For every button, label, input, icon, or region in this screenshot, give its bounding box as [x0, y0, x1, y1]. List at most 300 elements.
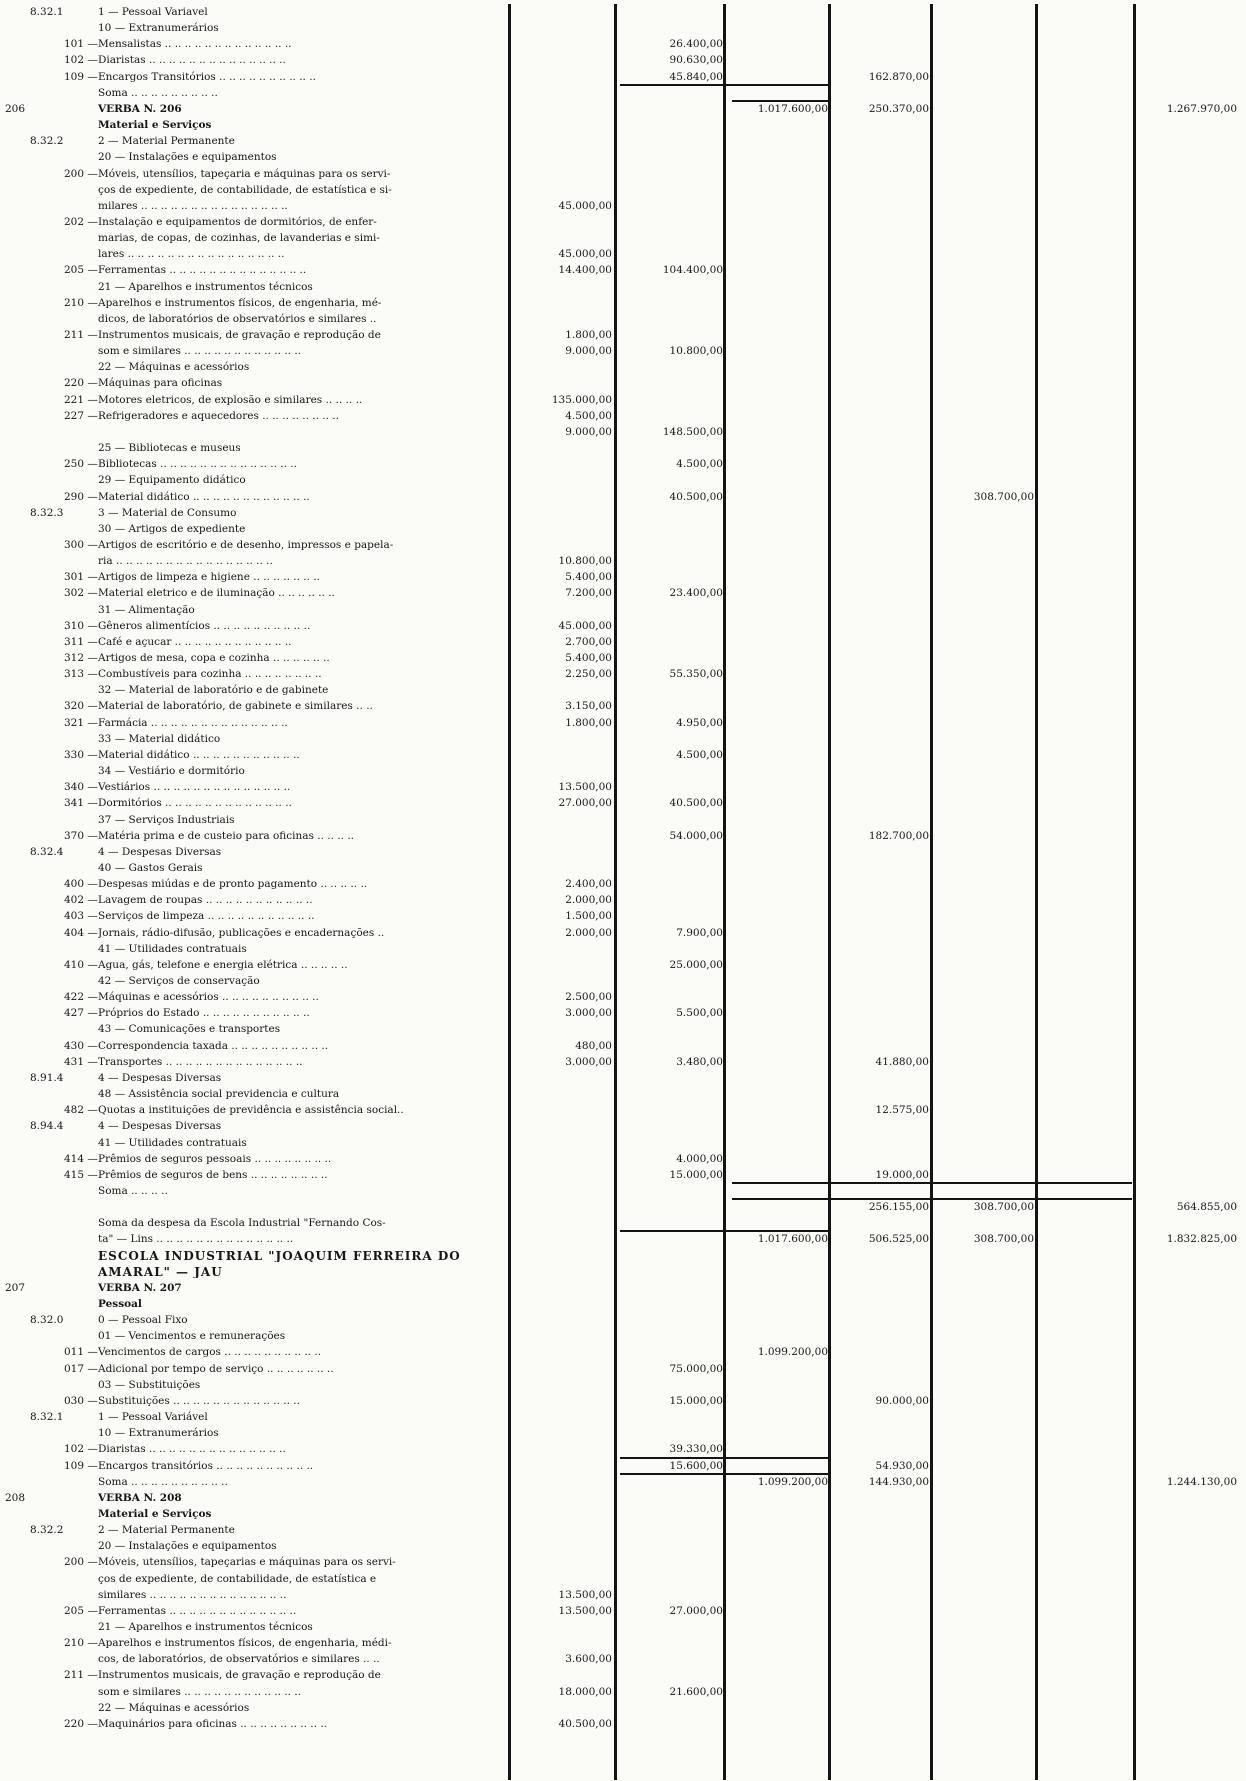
item-code: 403 — [64, 910, 98, 923]
item-description: Refrigeradores e aquecedores .. .. .. .. .. .. .. .. [98, 409, 339, 422]
item-description: 21 — Aparelhos e instrumentos técnicos [98, 1621, 313, 1633]
item-description: 42 — Serviços de conservação [98, 975, 260, 987]
item-description: Próprios do Estado .. .. .. .. .. .. .. .. .. .. .. [98, 1007, 310, 1020]
item-description: lares .. .. .. .. .. .. .. .. .. .. .. .. .. .. .. .. [98, 248, 285, 261]
item-description: 20 — Instalações e equipamentos [98, 151, 277, 164]
table-row [0, 426, 1246, 438]
item-description: Bibliotecas .. .. .. .. .. .. .. .. .. .. .. .. .. .. [98, 458, 297, 471]
table-row [0, 1137, 1246, 1149]
amount-col-1: 3.000,00 [565, 1055, 612, 1068]
item-description: Material de laboratório, de gabinete e similares .. .. [98, 700, 373, 713]
item-description: Farmácia .. .. .. .. .. .. .. .. .. .. .. .. .. .. [98, 716, 288, 729]
table-row [0, 281, 1246, 293]
item-description: 29 — Equipamento didático [98, 474, 246, 487]
amount-col-2: 55.350,00 [669, 668, 723, 681]
item-description: cos, de laboratórios, de observatórios e similares .. .. [98, 1653, 380, 1666]
item-description: Instrumentos musicais, de gravação e reprodução de [98, 1669, 381, 1682]
item-description: milares .. .. .. .. .. .. .. .. .. .. .. .. .. .. .. [98, 199, 288, 212]
amount-col-2: 39.330,00 [669, 1443, 723, 1456]
amount-col-6: 1.244.130,00 [1166, 1475, 1237, 1488]
table-row [0, 1120, 1246, 1132]
table-row [0, 1007, 1246, 1019]
amount-col-1: 135.000,00 [551, 393, 612, 406]
item-description: Material eletrico e de iluminação .. .. .. .. .. .. [98, 587, 335, 600]
table-row [0, 22, 1246, 34]
amount-col-1: 480,00 [575, 1039, 612, 1052]
table-row [0, 1153, 1246, 1165]
item-description: Aparelhos e instrumentos físicos, de engenharia, mé- [98, 296, 382, 309]
table-row [0, 1233, 1246, 1245]
table-row [0, 975, 1246, 987]
amount-col-1: 2.000,00 [565, 894, 612, 907]
table-row [0, 1605, 1246, 1617]
item-code: 313 — [64, 668, 98, 681]
item-code: 200 — [64, 167, 98, 180]
item-description: VERBA N. 208 [98, 1491, 182, 1504]
item-code: 402 — [64, 894, 98, 907]
table-row [0, 200, 1246, 212]
item-description: VERBA N. 207 [98, 1281, 182, 1294]
item-description: Soma da despesa da Escola Industrial "Fernando Cos- [98, 1217, 386, 1230]
item-code: 200 — [64, 1556, 98, 1569]
item-description: Quotas a instituições de previdência e assistência social.. [98, 1104, 404, 1117]
item-description: marias, de copas, de cozinhas, de lavanderias e simi- [98, 232, 380, 245]
item-description: ria .. .. .. .. .. .. .. .. .. .. .. .. .. .. .. .. [98, 555, 273, 568]
table-row [0, 846, 1246, 858]
amount-col-2: 5.500,00 [676, 1007, 723, 1020]
amount-col-2: 4.000,00 [676, 1152, 723, 1165]
table-row [0, 103, 1246, 115]
table-row [0, 797, 1246, 809]
amount-col-1: 2.000,00 [565, 926, 612, 939]
table-row [0, 119, 1246, 131]
verba-number: 208 [5, 1491, 26, 1504]
amount-col-1: 4.500,00 [565, 409, 612, 422]
amount-col-2: 75.000,00 [669, 1362, 723, 1375]
item-description: Máquinas e acessórios .. .. .. .. .. .. .. .. .. .. [98, 991, 319, 1004]
item-code: 330 — [64, 748, 98, 761]
item-description: 40 — Gastos Gerais [98, 861, 203, 874]
amount-col-1: 27.000,00 [558, 797, 612, 810]
amount-col-1: 18.000,00 [558, 1685, 612, 1698]
table-row [0, 1266, 1246, 1278]
item-code: 341 — [64, 797, 98, 810]
item-description: 4 — Despesas Diversas [98, 845, 222, 858]
amount-col-1: 2.500,00 [565, 991, 612, 1004]
item-code: 400 — [64, 878, 98, 891]
item-description: Mensalistas .. .. .. .. .. .. .. .. .. .. .. .. .. [98, 38, 292, 51]
item-code: 210 — [64, 1637, 98, 1650]
amount-col-2: 3.480,00 [676, 1055, 723, 1068]
item-description: Artigos de limpeza e higiene .. .. .. .. .. .. .. [98, 571, 320, 584]
table-row [0, 1427, 1246, 1439]
table-row [0, 1346, 1246, 1358]
table-row [0, 1686, 1246, 1698]
amount-col-5: 308.700,00 [973, 1233, 1034, 1246]
item-code: 415 — [64, 1168, 98, 1181]
table-row [0, 523, 1246, 535]
item-description: Ferramentas .. .. .. .. .. .. .. .. .. .. .. .. .. [98, 1604, 297, 1617]
item-code: 109 — [64, 1459, 98, 1472]
item-code: 340 — [64, 781, 98, 794]
amount-col-1: 2.700,00 [565, 635, 612, 648]
item-description: 33 — Material didático [98, 732, 221, 745]
table-row [0, 1540, 1246, 1552]
table-row [0, 297, 1246, 309]
table-row [0, 878, 1246, 890]
amount-col-4: 162.870,00 [868, 70, 929, 83]
item-description: Material e Serviços [98, 1507, 212, 1520]
item-code: 102 — [64, 1443, 98, 1456]
item-code: 482 — [64, 1104, 98, 1117]
section-code: 8.91.4 [30, 1071, 64, 1084]
table-row [0, 329, 1246, 341]
section-code: 8.32.0 [30, 1314, 64, 1327]
item-description: Correspondencia taxada .. .. .. .. .. .. .. .. .. .. [98, 1039, 329, 1052]
amount-col-1: 3.600,00 [565, 1653, 612, 1666]
table-row [0, 700, 1246, 712]
item-description: Dormitórios .. .. .. .. .. .. .. .. .. .. .. .. .. [98, 797, 292, 810]
item-description: ços de expediente, de contabilidade, de estatística e si- [98, 183, 392, 196]
table-row [0, 604, 1246, 616]
item-description: dicos, de laboratórios de observatórios e similares .. [98, 312, 377, 325]
amount-col-1: 1.500,00 [565, 910, 612, 923]
table-row [0, 927, 1246, 939]
amount-col-4: 12.575,00 [875, 1104, 929, 1117]
total-rule [732, 100, 828, 102]
amount-col-1: 40.500,00 [558, 1717, 612, 1730]
item-description: 20 — Instalações e equipamentos [98, 1540, 277, 1553]
amount-col-1: 14.400,00 [558, 264, 612, 277]
item-description: Despesas miúdas e de pronto pagamento .. .. .. .. .. [98, 878, 368, 891]
item-description: Matéria prima e de custeio para oficinas .. .. .. .. [98, 829, 355, 842]
table-row [0, 1379, 1246, 1391]
table-row [0, 1201, 1246, 1213]
item-description: ta" — Lins .. .. .. .. .. .. .. .. .. .. .. .. .. .. [98, 1233, 294, 1246]
item-description: 2 — Material Permanente [98, 1524, 235, 1537]
item-code: 404 — [64, 926, 98, 939]
table-row [0, 910, 1246, 922]
table-row [0, 1023, 1246, 1035]
item-description: 0 — Pessoal Fixo [98, 1314, 188, 1327]
item-description: 22 — Máquinas e acessórios [98, 361, 250, 374]
item-description: Encargos transitórios .. .. .. .. .. .. .. .. .. .. [98, 1459, 314, 1472]
table-row [0, 781, 1246, 793]
total-rule [732, 1182, 1132, 1184]
item-description: Material e Serviços [98, 119, 212, 132]
item-description: Serviços de limpeza .. .. .. .. .. .. .. .. .. .. .. [98, 910, 315, 923]
amount-col-4: 250.370,00 [868, 102, 929, 115]
table-row [0, 668, 1246, 680]
table-row [0, 1056, 1246, 1068]
table-row [0, 1718, 1246, 1730]
item-code: 302 — [64, 587, 98, 600]
table-row [0, 717, 1246, 729]
table-row [0, 1169, 1246, 1181]
item-description: 37 — Serviços Industriais [98, 813, 235, 826]
table-row [0, 830, 1246, 842]
item-code: 011 — [64, 1346, 98, 1359]
item-code: 321 — [64, 716, 98, 729]
item-code: 422 — [64, 991, 98, 1004]
amount-col-3: 1.017.600,00 [757, 102, 828, 115]
item-description: Soma .. .. .. .. .. .. .. .. .. .. [98, 1475, 228, 1488]
item-code: 250 — [64, 458, 98, 471]
table-row [0, 1088, 1246, 1100]
item-code: 101 — [64, 38, 98, 51]
amount-col-4: 41.880,00 [875, 1055, 929, 1068]
item-description: 34 — Vestiário e dormitório [98, 765, 245, 778]
total-rule [732, 1198, 1132, 1200]
table-row [0, 814, 1246, 826]
amount-col-2: 104.400,00 [662, 264, 723, 277]
table-row [0, 765, 1246, 777]
item-code: 221 — [64, 393, 98, 406]
item-description: 41 — Utilidades contratuais [98, 1136, 247, 1149]
item-description: Prêmios de seguros pessoais .. .. .. .. .. .. .. .. [98, 1152, 332, 1165]
item-description: similares .. .. .. .. .. .. .. .. .. .. .. .. .. .. [98, 1588, 287, 1601]
item-description: Agua, gás, telefone e energia elétrica .. .. .. .. .. [98, 958, 348, 971]
item-description: 2 — Material Permanente [98, 135, 235, 148]
table-row [0, 620, 1246, 632]
table-row [0, 1314, 1246, 1326]
amount-col-1: 2.400,00 [565, 878, 612, 891]
table-row [0, 232, 1246, 244]
item-code: 220 — [64, 1717, 98, 1730]
amount-col-1: 45.000,00 [558, 199, 612, 212]
table-row [0, 571, 1246, 583]
amount-col-1: 2.250,00 [565, 668, 612, 681]
table-row [0, 1411, 1246, 1423]
table-row [0, 943, 1246, 955]
total-rule [620, 1230, 830, 1232]
amount-col-1: 3.000,00 [565, 1007, 612, 1020]
table-row [0, 1621, 1246, 1633]
table-row [0, 1395, 1246, 1407]
table-row [0, 1443, 1246, 1455]
table-row [0, 377, 1246, 389]
table-row [0, 410, 1246, 422]
item-code: 210 — [64, 296, 98, 309]
item-description: 3 — Material de Consumo [98, 506, 237, 519]
item-description: 4 — Despesas Diversas [98, 1071, 222, 1084]
item-description: Jornais, rádio-difusão, publicações e encadernações .. [98, 926, 385, 939]
item-description: ESCOLA INDUSTRIAL "JOAQUIM FERREIRA DO [98, 1249, 461, 1262]
item-description: Transportes .. .. .. .. .. .. .. .. .. .. .. .. .. .. [98, 1055, 303, 1068]
amount-col-5: 308.700,00 [973, 490, 1034, 503]
table-row [0, 264, 1246, 276]
item-code: 320 — [64, 700, 98, 713]
item-code: 370 — [64, 829, 98, 842]
amount-col-2: 15.000,00 [669, 1394, 723, 1407]
section-code: 8.32.2 [30, 1524, 64, 1537]
amount-col-1: 13.500,00 [558, 781, 612, 794]
amount-col-2: 10.800,00 [669, 345, 723, 358]
item-description: Adicional por tempo de serviço .. .. .. .. .. .. .. [98, 1362, 334, 1375]
amount-col-1: 1.800,00 [565, 716, 612, 729]
item-description: 48 — Assistência social previdencia e cultura [98, 1088, 340, 1101]
amount-col-1: 1.800,00 [565, 329, 612, 341]
amount-col-1: 13.500,00 [558, 1604, 612, 1617]
table-row [0, 87, 1246, 99]
amount-col-1: 45.000,00 [558, 619, 612, 632]
amount-col-4: 144.930,00 [868, 1475, 929, 1488]
table-row [0, 959, 1246, 971]
table-row [0, 1508, 1246, 1520]
amount-col-1: 3.150,00 [565, 700, 612, 713]
amount-col-4: 90.000,00 [875, 1394, 929, 1407]
amount-col-1: 9.000,00 [565, 425, 612, 438]
verba-number: 206 [5, 102, 26, 115]
item-description: Soma .. .. .. .. [98, 1184, 168, 1197]
amount-col-2: 27.000,00 [669, 1604, 723, 1617]
amount-col-1: 5.400,00 [565, 652, 612, 664]
item-description: 4 — Despesas Diversas [98, 1120, 222, 1133]
amount-col-2: 4.500,00 [676, 748, 723, 761]
amount-col-1: 7.200,00 [565, 587, 612, 600]
section-code: 8.32.1 [30, 6, 64, 18]
table-row [0, 491, 1246, 503]
table-row [0, 394, 1246, 406]
table-row [0, 507, 1246, 519]
item-description: Lavagem de roupas .. .. .. .. .. .. .. .. .. .. .. [98, 894, 313, 907]
table-row [0, 1702, 1246, 1714]
item-description: Diaristas .. .. .. .. .. .. .. .. .. .. .. .. .. .. [98, 1443, 286, 1456]
amount-col-2: 15.000,00 [669, 1168, 723, 1181]
item-code: 227 — [64, 409, 98, 422]
amount-col-2: 40.500,00 [669, 797, 723, 810]
item-code: 017 — [64, 1362, 98, 1375]
section-code: 8.32.4 [30, 845, 64, 858]
verba-number: 207 [5, 1281, 26, 1294]
table-row [0, 1363, 1246, 1375]
amount-col-4: 182.700,00 [868, 829, 929, 842]
table-row [0, 135, 1246, 147]
table-row [0, 1185, 1246, 1197]
item-description: Móveis, utensílios, tapeçaria e máquinas para os servi- [98, 167, 391, 180]
item-code: 211 — [64, 329, 98, 341]
amount-col-4: 19.000,00 [875, 1168, 929, 1181]
table-row [0, 1460, 1246, 1472]
amount-col-2: 21.600,00 [669, 1685, 723, 1698]
item-code: 220 — [64, 377, 98, 390]
table-row [0, 168, 1246, 180]
amount-col-2: 26.400,00 [669, 38, 723, 51]
item-description: 43 — Comunicações e transportes [98, 1023, 281, 1036]
amount-col-4: 256.155,00 [868, 1201, 929, 1214]
amount-col-2: 7.900,00 [676, 926, 723, 939]
item-description: Gêneros alimentícios .. .. .. .. .. .. .. .. .. .. [98, 619, 311, 632]
table-row [0, 151, 1246, 163]
table-row [0, 184, 1246, 196]
table-row [0, 894, 1246, 906]
item-description: Diaristas .. .. .. .. .. .. .. .. .. .. .. .. .. .. [98, 54, 286, 67]
table-row [0, 1330, 1246, 1342]
table-row [0, 862, 1246, 874]
item-description: Artigos de escritório e de desenho, impressos e papela- [98, 538, 394, 551]
table-row [0, 1217, 1246, 1229]
table-row [0, 1040, 1246, 1052]
amount-col-6: 564.855,00 [1176, 1201, 1237, 1214]
amount-col-6: 1.832.825,00 [1166, 1233, 1237, 1246]
table-row [0, 458, 1246, 470]
item-description: som e similares .. .. .. .. .. .. .. .. .. .. .. .. [98, 345, 302, 358]
table-row [0, 54, 1246, 66]
table-row [0, 1669, 1246, 1681]
table-row [0, 442, 1246, 454]
table-row [0, 1298, 1246, 1310]
item-code: 211 — [64, 1669, 98, 1682]
item-code: 311 — [64, 635, 98, 648]
amount-col-4: 54.930,00 [875, 1459, 929, 1472]
table-row [0, 1637, 1246, 1649]
amount-col-1: 9.000,00 [565, 345, 612, 358]
table-row [0, 733, 1246, 745]
item-description: 10 — Extranumerários [98, 22, 219, 35]
item-code: 431 — [64, 1055, 98, 1068]
table-row [0, 313, 1246, 325]
amount-col-6: 1.267.970,00 [1166, 102, 1237, 115]
table-row [0, 991, 1246, 1003]
item-description: Aparelhos e instrumentos físicos, de engenharia, médi- [98, 1637, 392, 1650]
item-description: Vencimentos de cargos .. .. .. .. .. .. .. .. .. .. [98, 1346, 322, 1359]
item-description: Vestiários .. .. .. .. .. .. .. .. .. .. .. .. .. .. [98, 781, 291, 794]
item-description: som e similares .. .. .. .. .. .. .. .. .. .. .. .. [98, 1685, 302, 1698]
item-description: Instalação e equipamentos de dormitórios, de enfer- [98, 215, 377, 228]
table-row [0, 1524, 1246, 1536]
table-row [0, 248, 1246, 260]
item-code: 300 — [64, 538, 98, 551]
item-code: 205 — [64, 1604, 98, 1617]
amount-col-2: 25.000,00 [669, 958, 723, 971]
item-description: VERBA N. 206 [98, 102, 182, 115]
table-row [0, 1476, 1246, 1488]
table-row [0, 474, 1246, 486]
item-description: 30 — Artigos de expediente [98, 522, 246, 535]
table-row [0, 1589, 1246, 1601]
table-row [0, 1250, 1246, 1262]
item-code: 102 — [64, 54, 98, 67]
amount-col-2: 148.500,00 [662, 425, 723, 438]
item-description: Máquinas para oficinas [98, 377, 223, 390]
item-description: ços de expediente, de contabilidade, de estatística e [98, 1572, 377, 1585]
item-description: 22 — Máquinas e acessórios [98, 1701, 250, 1714]
item-description: 32 — Material de laboratório e de gabinete [98, 684, 329, 697]
item-description: 1 — Pessoal Variável [98, 1411, 208, 1424]
table-row [0, 652, 1246, 664]
item-code: 310 — [64, 619, 98, 632]
item-code: 202 — [64, 215, 98, 228]
item-description: Maquinários para oficinas .. .. .. .. .. .. .. .. .. [98, 1717, 327, 1730]
amount-col-1: 45.000,00 [558, 248, 612, 261]
section-code: 8.32.3 [30, 506, 64, 519]
amount-col-3: 1.017.600,00 [757, 1233, 828, 1246]
total-rule [620, 1457, 830, 1459]
item-description: Instrumentos musicais, de gravação e reprodução de [98, 329, 381, 341]
table-row [0, 1556, 1246, 1568]
table-row [0, 684, 1246, 696]
item-description: 1 — Pessoal Variavel [98, 6, 208, 18]
amount-col-2: 23.400,00 [669, 587, 723, 600]
table-row [0, 71, 1246, 83]
amount-col-5: 308.700,00 [973, 1201, 1034, 1214]
table-row [0, 216, 1246, 228]
section-code: 8.94.4 [30, 1120, 64, 1133]
item-description: 10 — Extranumerários [98, 1427, 219, 1440]
amount-col-2: 54.000,00 [669, 829, 723, 842]
item-code: 290 — [64, 490, 98, 503]
item-description: Material didático .. .. .. .. .. .. .. .. .. .. .. [98, 748, 300, 761]
